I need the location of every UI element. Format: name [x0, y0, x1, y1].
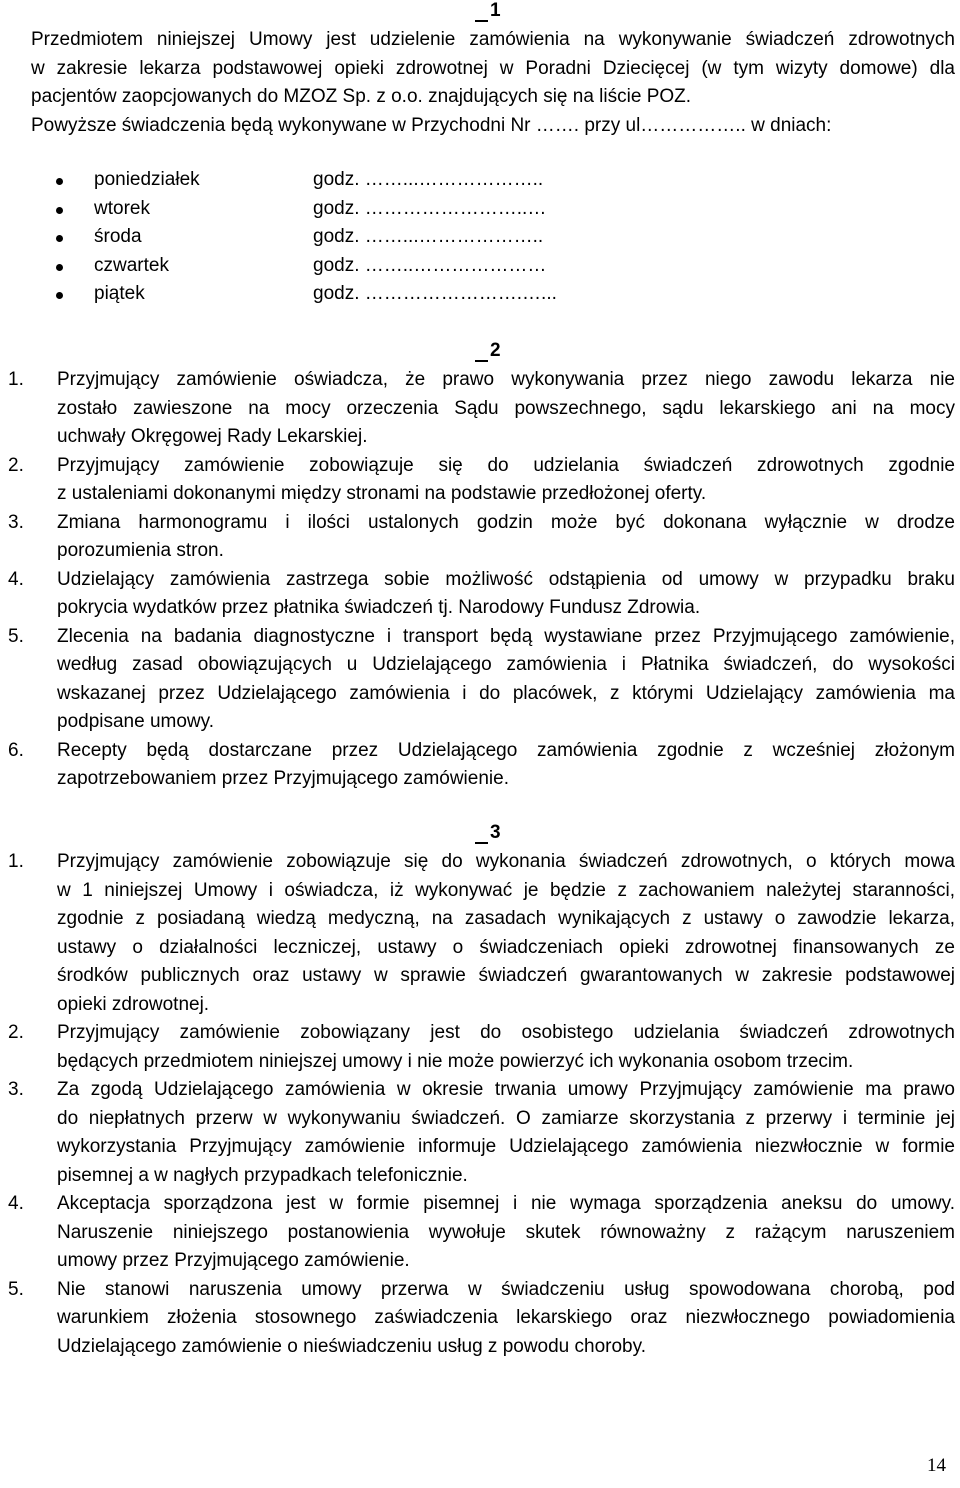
- day-name: piątek: [94, 283, 145, 304]
- bullet-icon: [56, 235, 63, 242]
- item-line: do niepłatnych przerw w wykonywaniu świadczeń. O zamiarze skorzystania z przerwy i terminie jej: [57, 1107, 955, 1129]
- bullet-icon: [56, 178, 63, 185]
- day-hours: godz. ……………………..…: [313, 197, 547, 219]
- item-line: Przyjmujący zamówienie zobowiązuje się do wykonania świadczeń zdrowotnych, o których mowa: [57, 851, 955, 872]
- item-line: zapotrzebowaniem przez Przyjmującego zamówienie.: [57, 768, 509, 789]
- item-line: wskazanej przez Udzielającego zamówienia i do placówek, z którymi Udzielający zamówienia ma: [57, 682, 955, 704]
- section-underline-mark: [475, 842, 488, 844]
- section-1-paragraph: [31, 26, 955, 140]
- paragraph-line: Przedmiotem niniejszej Umowy jest udzielenie zamówienia na wykonywanie świadczeń zdrowotnych: [31, 29, 955, 50]
- list-item: [8, 1076, 955, 1190]
- section-underline-mark: [475, 360, 488, 362]
- item-number: 5.: [8, 625, 24, 647]
- list-item: [8, 623, 955, 737]
- day-name: wtorek: [94, 197, 150, 219]
- day-hours: godz. ……..…………………: [313, 254, 547, 276]
- item-line: Zlecenia na badania diagnostyczne i transport będą wystawiane przez Przyjmującego zamówienie,: [57, 625, 955, 647]
- item-line: ustawy o działalności leczniczej, ustawy o świadczeniach opieki zdrowotnej finansowanych ze: [57, 936, 955, 958]
- list-item: [8, 1019, 955, 1076]
- item-number: 3.: [8, 511, 24, 533]
- bullet-icon: [56, 207, 63, 214]
- item-line: Udzielającego zamówienie o nieświadczeniu usług z powodu choroby.: [57, 1335, 646, 1357]
- item-line: warunkiem złożenia stosownego zaświadczenia lekarskiego oraz niezwłocznego powiadomienia: [57, 1307, 955, 1328]
- item-line: Przyjmujący zamówienie zobowiązuje się do udzielania świadczeń zdrowotnych zgodnie: [57, 454, 955, 476]
- item-line: opieki zdrowotnej.: [57, 993, 210, 1015]
- bullet-icon: [56, 264, 63, 271]
- item-number: 3.: [8, 1079, 24, 1100]
- item-line: Za zgodą Udzielającego zamówienia w okresie trwania umowy Przyjmujący zamówienie ma prawo: [57, 1079, 955, 1100]
- item-line: pisemnej a w nagłych przypadkach telefonicznie.: [57, 1164, 468, 1186]
- item-line: wykorzystania Przyjmujący zamówienie informuje Udzielającego zamówienia niezwłocznie w formie: [57, 1136, 955, 1157]
- paragraph-line: pacjentów zaopcjowanych do MZOZ Sp. z o.o. znajdujących się na liście POZ.: [31, 86, 692, 107]
- item-number: 5.: [8, 1278, 24, 1300]
- section-underline-mark: [475, 20, 488, 22]
- item-line: Przyjmujący zamówienie oświadcza, że prawo wykonywania przez niego zawodu lekarza nie: [57, 369, 955, 390]
- list-item: [8, 1276, 955, 1362]
- item-line: zostało zawieszone na mocy orzeczenia Sądu powszechnego, sądu lekarskiego ani na mocy: [57, 397, 955, 419]
- list-item: [8, 366, 955, 452]
- item-line: Akceptacja sporządzona jest w formie pisemnej i nie wymaga sporządzenia aneksu do umowy.: [57, 1193, 955, 1214]
- list-item: [8, 566, 955, 623]
- day-hours: godz. ……...………………..: [313, 226, 544, 247]
- bullet-icon: [56, 292, 63, 299]
- item-line: Zmiana harmonogramu i ilości ustalonych godzin może być dokonana wyłącznie w drodze: [57, 511, 955, 533]
- day-hours: godz. ……...………………..: [313, 169, 544, 190]
- item-line: umowy przez Przyjmującego zamówienie.: [57, 1250, 410, 1271]
- list-item: [8, 737, 955, 794]
- section-3-list: [8, 848, 955, 1361]
- day-name: środa: [94, 226, 142, 247]
- item-number: 2.: [8, 1022, 24, 1043]
- item-line: będących przedmiotem niniejszej umowy i nie może powierzyć ich wykonania osobom trzecim.: [57, 1050, 854, 1072]
- item-line: zgodnie z posiadaną wiedzą medyczną, na zasadach wynikających z ustawy o zawodzie lekarza,: [57, 908, 955, 929]
- list-item: [8, 1190, 955, 1276]
- item-number: 1.: [8, 369, 24, 390]
- item-number: 4.: [8, 1193, 24, 1214]
- item-line: porozumienia stron.: [57, 540, 224, 561]
- day-name: poniedziałek: [94, 169, 200, 190]
- day-hours: godz. …………………….…...: [313, 283, 557, 304]
- item-number: 2.: [8, 454, 24, 476]
- item-line: Naruszenie niniejszego postanowienia wywołuje skutek równoważny z rażącym naruszeniem: [57, 1221, 955, 1243]
- section-3-heading: 3: [475, 822, 501, 844]
- list-item: [8, 509, 955, 566]
- item-line: środków publicznych oraz ustawy w sprawie świadczeń gwarantowanych w zakresie podstawowej: [57, 965, 955, 986]
- page-number: 14: [927, 1455, 946, 1476]
- section-1-heading: 1: [475, 0, 501, 22]
- item-line: uchwały Okręgowej Rady Lekarskiej.: [57, 426, 368, 447]
- item-line: Recepty będą dostarczane przez Udzielającego zamówienia zgodnie z wcześniej złożonym: [57, 739, 955, 761]
- item-line: Przyjmujący zamówienie zobowiązany jest do osobistego udzielania świadczeń zdrowotnych: [57, 1022, 955, 1043]
- item-line: Udzielający zamówienia zastrzega sobie możliwość odstąpienia od umowy w przypadku braku: [57, 568, 955, 590]
- paragraph-line: Powyższe świadczenia będą wykonywane w Przychodni Nr ……. przy ul…………….. w dniach:: [31, 114, 832, 136]
- item-line: w 1 niniejszej Umowy i oświadcza, iż wykonywać je będzie z zachowaniem należytej staranności,: [57, 879, 955, 901]
- item-line: z ustaleniami dokonanymi między stronami na podstawie przedłożonej oferty.: [57, 483, 707, 504]
- list-item: [8, 848, 955, 1019]
- item-number: 4.: [8, 568, 24, 590]
- day-name: czwartek: [94, 254, 169, 276]
- item-line: Nie stanowi naruszenia umowy przerwa w świadczeniu usług spowodowana chorobą, pod: [57, 1278, 955, 1300]
- item-line: według zasad obowiązujących u Udzielającego zamówienia i Płatnika świadczeń, do wysokości: [57, 654, 955, 675]
- item-line: pokrycia wydatków przez płatnika świadczeń tj. Narodowy Fundusz Zdrowia.: [57, 597, 701, 618]
- paragraph-line: w zakresie lekarza podstawowej opieki zdrowotnej w Poradni Dziecięcej (w tym wizyty domowe) dla: [31, 57, 955, 79]
- section-2-list: [8, 366, 955, 794]
- list-item: [8, 452, 955, 509]
- section-2-heading: 2: [475, 340, 501, 362]
- item-number: 6.: [8, 739, 24, 761]
- item-line: podpisane umowy.: [57, 711, 215, 732]
- item-number: 1.: [8, 851, 24, 872]
